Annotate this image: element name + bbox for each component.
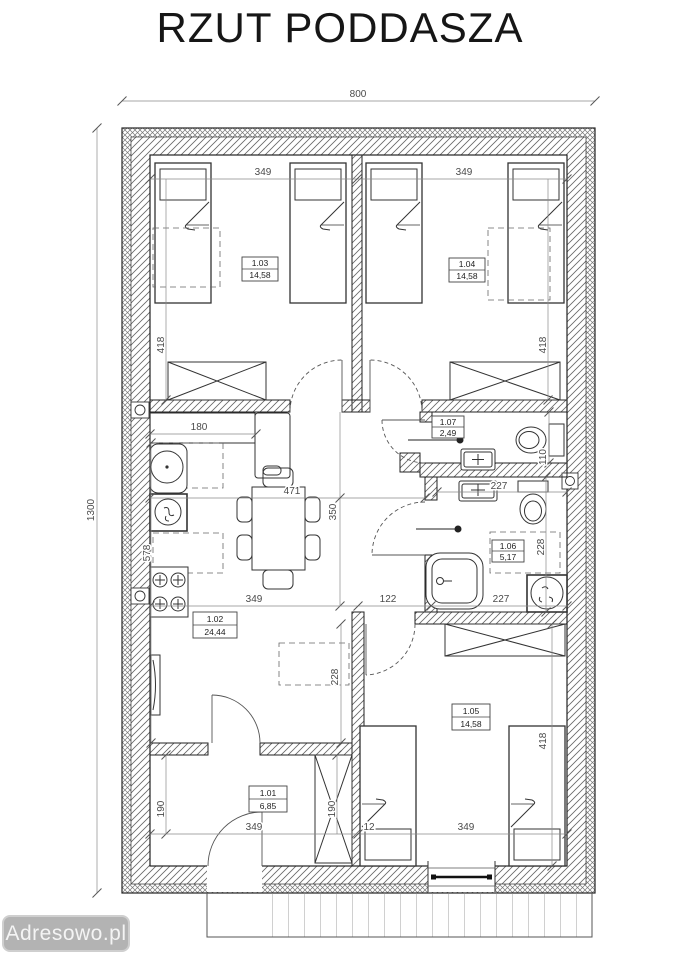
dim-r101-width: 349 [245, 822, 263, 833]
dim-wall-12: 12 [363, 822, 375, 833]
dim-r105-depth: 418 [538, 732, 549, 750]
wardrobe-icon [445, 624, 565, 656]
dim-r103-depth: 418 [156, 336, 167, 354]
toilet-icon [518, 481, 548, 524]
room-label-107 [432, 416, 464, 438]
room-label-104 [449, 258, 485, 282]
door-room-104 [370, 360, 422, 412]
bed-icon [290, 163, 346, 303]
svg-text:1.01: 1.01 [259, 788, 277, 798]
bathtub-icon [426, 553, 483, 609]
dim-r104-width: 349 [455, 167, 473, 178]
dim-building-width: 800 [349, 89, 367, 100]
room-label-103 [242, 257, 278, 281]
watermark-badge [2, 915, 130, 952]
svg-text:1.07: 1.07 [439, 417, 457, 427]
washbasin-icon [461, 449, 495, 470]
radiator-icon [151, 655, 160, 715]
svg-text:1.04: 1.04 [458, 259, 476, 269]
door-room-101 [212, 695, 260, 743]
bed-icon [155, 163, 211, 303]
stove-icon [150, 567, 188, 617]
door-room-105 [366, 624, 415, 675]
dim-r101-depth-left: 190 [156, 800, 167, 818]
wardrobe-icon [168, 362, 266, 400]
svg-text:24,44: 24,44 [204, 627, 226, 637]
dim-hall-width: 122 [379, 594, 397, 605]
dim-bath-depth: 228 [536, 538, 547, 556]
dim-bath-width-bottom: 227 [492, 594, 510, 605]
svg-text:14,58: 14,58 [460, 719, 482, 729]
watermark-label: Adresowo.pl [5, 921, 127, 945]
dim-dining-depth: 350 [328, 503, 339, 521]
dim-kitchen-run: 578 [142, 544, 153, 562]
svg-text:1.06: 1.06 [499, 541, 517, 551]
page-title: RZUT PODDASZA [156, 4, 524, 51]
kitchen-sink-icon [150, 444, 187, 493]
bed-icon [360, 726, 416, 866]
wardrobe-icon [450, 362, 560, 400]
svg-text:2,49: 2,49 [439, 428, 457, 438]
dining-table-icon [237, 468, 320, 589]
entry-arrow [416, 526, 462, 533]
svg-text:1.05: 1.05 [462, 706, 480, 716]
interior-walls [150, 155, 567, 866]
svg-text:5,17: 5,17 [499, 552, 517, 562]
room-label-106 [492, 540, 524, 562]
entrance-door [208, 812, 262, 866]
dim-dining-width: 471 [283, 486, 301, 497]
dim-counter: 180 [190, 422, 208, 433]
dim-kitchen-width: 349 [245, 594, 263, 605]
room-label-102 [193, 612, 237, 638]
dim-wc-depth: 110 [538, 449, 549, 465]
bed-icon [508, 163, 564, 303]
room-102 [150, 413, 349, 715]
window-bottom [428, 861, 495, 892]
dim-building-height: 1300 [86, 498, 97, 522]
room-label-101 [249, 786, 287, 812]
dim-r103-width: 349 [254, 167, 272, 178]
dim-r104-depth: 418 [538, 336, 549, 354]
shower-icon [527, 575, 567, 612]
svg-text:14,58: 14,58 [456, 271, 478, 281]
room-label-105 [452, 704, 490, 730]
svg-text:6,85: 6,85 [259, 801, 277, 811]
entrance-opening [207, 861, 262, 892]
room-103 [153, 163, 346, 400]
washing-machine-icon [150, 494, 187, 531]
dim-bath-width-top: 227 [490, 481, 508, 492]
dim-living-recess: 228 [330, 668, 341, 686]
bed-icon [366, 163, 422, 303]
door-room-103 [290, 360, 342, 412]
dim-r105-width: 349 [457, 822, 475, 833]
bed-icon [509, 726, 565, 866]
svg-text:14,58: 14,58 [249, 270, 271, 280]
terrace [207, 893, 592, 937]
svg-text:1.02: 1.02 [206, 614, 224, 624]
dim-r101-depth-right: 190 [327, 800, 338, 818]
svg-text:1.03: 1.03 [251, 258, 269, 268]
